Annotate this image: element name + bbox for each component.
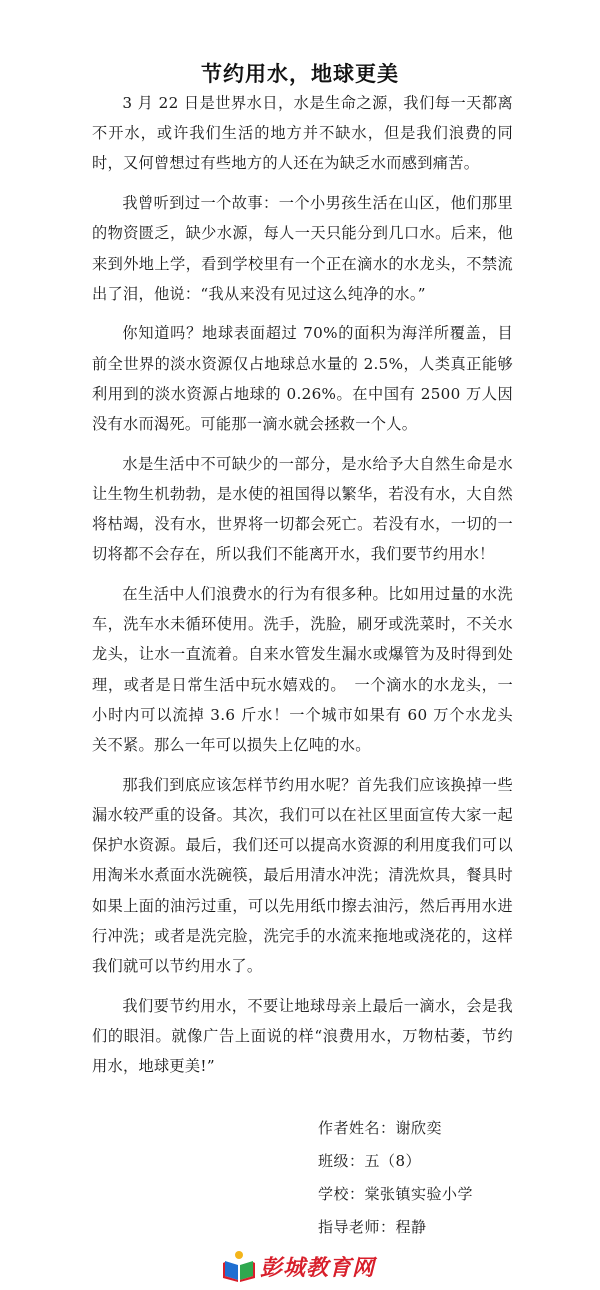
author-name: 作者姓名：谢欣奕 <box>318 1119 443 1137</box>
advisor-teacher: 指导老师：程静 <box>318 1218 427 1236</box>
author-class: 班级：五（8） <box>318 1152 422 1170</box>
paragraph-3: 你知道吗？地球表面超过 70%的面积为海洋所覆盖，目前全世界的淡水资源仅占地球总水量的 2.5%，人类真正能够利用到的淡水资源占地球的 0.26%。在中国有 2500 万人因没有水而渴死。可能那一滴水就会拯救一个人。 <box>92 324 513 434</box>
site-logo <box>222 1248 375 1284</box>
paragraph-2: 我曾听到过一个故事：一个小男孩生活在山区，他们那里的物资匮乏，缺少水源，每人一天只能分到几口水。后来，他来到外地上学，看到学校里有一个正在滴水的水龙头，不禁流出了泪，他说：“我从来没有见过这么纯净的水。” <box>92 194 513 303</box>
paragraph-1: 3 月 22 日是世界水日，水是生命之源，我们每一天都离不开水，或许我们生活的地方并不缺水，但是我们浪费的同时，又何曾想过有些地方的人还在为缺乏水而感到痛苦。 <box>92 94 513 173</box>
paragraph-4: 水是生活中不可缺少的一部分，是水给予大自然生命是水让生物生机勃勃，是水使的祖国得以繁华，若没有水，大自然将枯竭，没有水，世界将一切都会死亡。若没有水，一切的一切将都不会存在，所以我们不能离开水，我们要节约用水！ <box>92 454 513 564</box>
logo-text: 彭城教育网 <box>260 1255 376 1281</box>
paragraph-5: 在生活中人们浪费水的行为有很多种。比如用过量的水洗车，洗车水未循环使用。洗手，洗脸，刷牙或洗菜时，不关水龙头，让水一直流着。自来水管发生漏水或爆管为及时得到处理，或者是日常生活中玩水嬉戏的。 一个滴水的水龙头，一小时内可以流掉 3.6 斤水！一个城市如果有 60 万个水龙头关不紧。那么一年可以损失上亿吨的水。 <box>92 585 513 755</box>
paragraph-6: 那我们到底应该怎样节约用水呢？首先我们应该换掉一些漏水较严重的设备。其次，我们可以在社区里面宣传大家一起保护水资源。最后，我们还可以提高水资源的利用度我们可以用淘米水煮面水洗碗筷，最后用清水冲洗；清洗炊具，餐具时如果上面的油污过重，可以先用纸巾擦去油污，然后再用水进行冲洗；或者是洗完脸，洗完手的水流来拖地或浇花的，这样我们就可以节约用水了。 <box>92 775 513 975</box>
signature-block <box>318 1112 473 1244</box>
paragraph-7: 我们要节约用水，不要让地球母亲上最后一滴水，会是我们的眼泪。就像广告上面说的样“浪费用水，万物枯萎，节约用水，地球更美!” <box>92 996 513 1076</box>
book-icon <box>222 1249 256 1283</box>
article-title: 节约用水，地球更美 <box>201 62 399 86</box>
author-school: 学校：棠张镇实验小学 <box>318 1185 474 1203</box>
article-body <box>92 88 513 1091</box>
